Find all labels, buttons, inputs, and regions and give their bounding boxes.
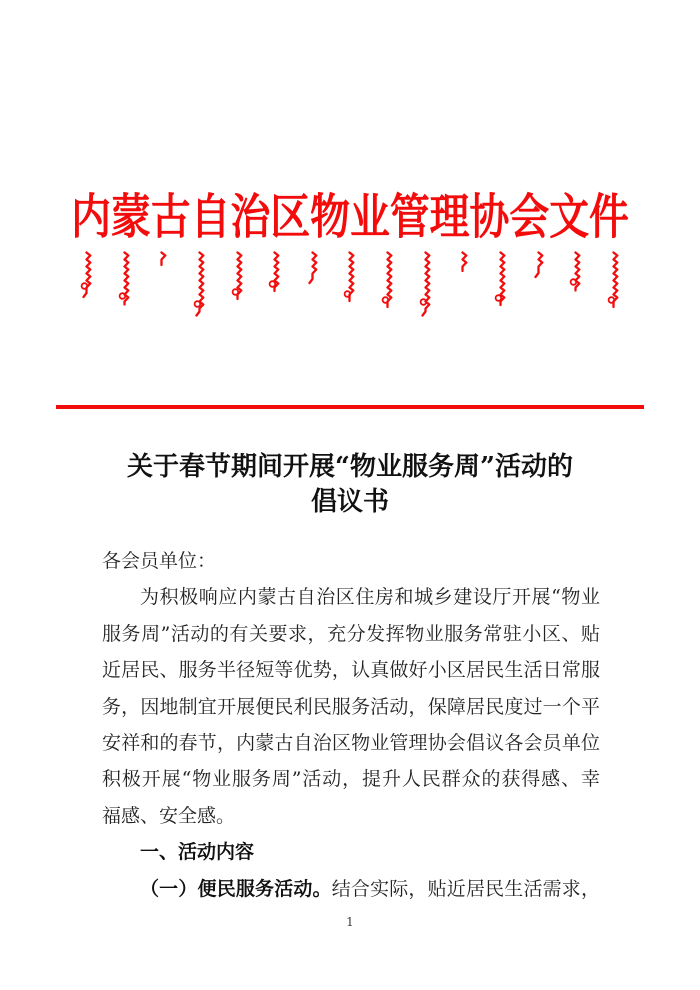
body-line [102,652,600,688]
mongolian-word-glyph [532,251,545,287]
mongolian-word-glyph [193,251,206,325]
body-line [102,834,600,870]
body-text-segment: 结合实际，贴近居民生活需求， [331,877,600,900]
body-text-segment: 安祥和的春节，内蒙古自治区物业管理协会倡议各会员单位 [102,731,600,754]
mongolian-word-glyph [155,251,168,279]
body-text-segment: 服务周”活动的有关要求，充分发挥物业服务常驻小区、贴 [102,622,600,645]
mongolian-word-glyph [306,251,319,293]
doc-title [40,450,660,520]
body-text-segment: 积极开展“物业服务周”活动，提升人民群众的获得感、幸 [102,768,600,791]
mongolian-word-glyph [456,251,469,285]
body-line [102,579,600,615]
mongolian-word-glyph [494,251,507,319]
body-line [102,543,600,579]
document-body [102,543,600,907]
doc-title-line2: 倡议书 [310,487,389,517]
body-line [102,616,600,652]
body-line [102,798,600,834]
org-title: 内蒙古自治区物业管理协会文件 [71,189,629,245]
body-text-segment: 各会员单位： [102,550,217,572]
body-line [102,761,600,797]
mongolian-word-glyph [607,251,620,321]
mongolian-word-glyph [118,251,131,317]
red-divider [56,405,644,409]
mongolian-word-glyph [80,251,93,307]
doc-title-line1: 关于春节期间开展“物业服务周”活动的 [127,452,573,482]
mongolian-word-glyph [268,251,281,305]
body-text-segment: 务，因地制宜开展便民利民服务活动，保障居民度过一个平 [102,695,600,718]
mongolian-word-glyph [419,251,432,323]
mongolian-word-glyph [231,251,244,313]
mongolian-script-row [80,251,620,317]
mongolian-word-glyph [343,251,356,315]
mongolian-word-glyph [569,251,582,303]
body-line [102,689,600,725]
body-text-segment: 福感、安全感。 [102,804,236,827]
body-text-segment: （一）便民服务活动。 [140,877,332,900]
body-line [102,871,600,907]
page-number: 1 [346,915,354,929]
body-text-segment: 一、活动内容 [140,841,255,864]
mongolian-word-glyph [381,251,394,321]
body-line [102,725,600,761]
red-header [0,187,700,258]
body-text-segment: 为积极响应内蒙古自治区住房和城乡建设厅开展“物业 [140,586,600,609]
body-text-segment: 近居民、服务半径短等优势，认真做好小区居民生活日常服 [102,659,600,682]
